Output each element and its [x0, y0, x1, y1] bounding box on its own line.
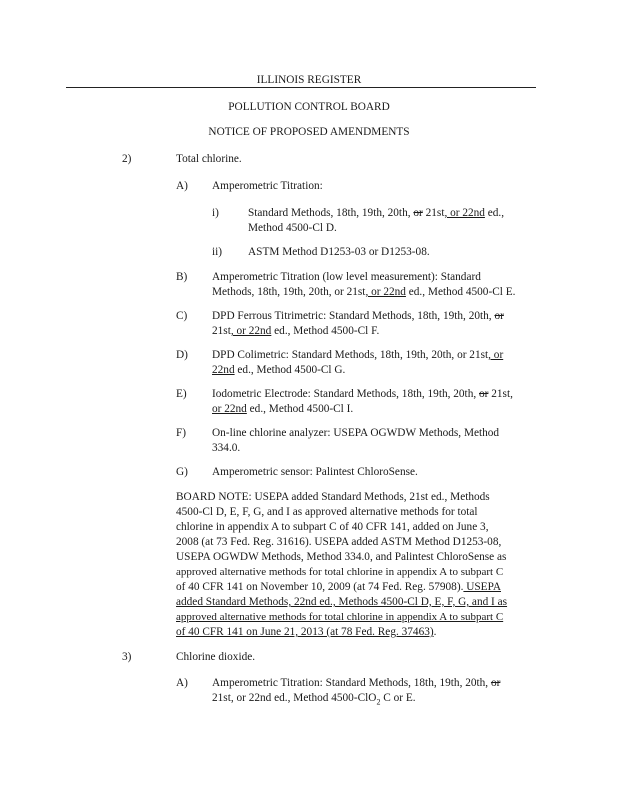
item-2e-line1: [212, 387, 513, 403]
item-2a-i-label: i): [212, 207, 219, 219]
item-2c-line2: [212, 324, 379, 340]
item-3a-label: A): [176, 677, 188, 689]
item-2c-text: DPD Ferrous Titrimetric: Standard Methods, 18th, 19th, 20th,: [212, 310, 495, 322]
item-2d-text: DPD Colimetric: Standard Methods, 18th, 19th, 20th, or 21st: [212, 349, 489, 361]
board-note-line-10: [176, 625, 436, 641]
board-note-line-7: [176, 580, 501, 596]
section-3-title: Chlorine dioxide.: [176, 651, 256, 663]
item-2c-text: 21st: [212, 325, 231, 337]
board-note-text: .: [433, 626, 437, 638]
board-note-line-3: chlorine in appendix A to subpart C of 40 CFR 141, added on June 3,: [176, 521, 489, 533]
inserted-text: , or 22nd: [230, 325, 272, 337]
item-2b-line2: [212, 285, 515, 301]
item-3a-line2: [212, 691, 416, 707]
section-2-title: Total chlorine.: [176, 153, 242, 165]
inserted-text: , or 22nd: [444, 207, 485, 219]
item-2e-label: E): [176, 388, 187, 400]
deleted-text: or: [479, 388, 489, 400]
item-2d-label: D): [176, 349, 188, 361]
item-2a-i-text: Standard Methods, 18th, 19th, 20th,: [248, 207, 414, 219]
item-3a-text: C or E.: [380, 692, 416, 704]
board-title: POLLUTION CONTROL BOARD: [228, 101, 390, 113]
item-2f-line1: On-line chlorine analyzer: USEPA OGWDW Methods, Method: [212, 427, 500, 439]
inserted-text: USEPA: [463, 581, 501, 593]
item-2a-i-line1: [248, 206, 504, 222]
item-2f-line2: 334.0.: [212, 442, 241, 454]
item-2a-label: A): [176, 180, 188, 192]
item-2e-line2: [212, 402, 353, 418]
board-note-line-5: USEPA OGWDW Methods, Method 334.0, and Palintest ChloroSense as: [176, 551, 507, 563]
inserted-text: 22nd: [212, 364, 235, 376]
item-2g-label: G): [176, 466, 188, 478]
board-note-line-9: approved alternative methods for total chlorine in appendix A to subpart C: [176, 611, 504, 623]
subscript-text: 2: [376, 697, 381, 707]
item-2d-line1: [212, 348, 503, 364]
item-2e-text: 21st,: [488, 388, 513, 400]
inserted-text: of 40 CFR 141 on June 21, 2013 (at 78 Fed. Reg. 37463): [176, 626, 434, 638]
item-2a-i-text: 21st: [422, 207, 445, 219]
item-2a-ii-label: ii): [212, 246, 223, 258]
item-2a-i-text: ed.,: [484, 207, 505, 219]
inserted-text: , or 22nd: [365, 286, 406, 298]
board-note-line-8: added Standard Methods, 22nd ed., Methods 4500-Cl D, E, F, G, and I as: [176, 596, 508, 608]
deleted-text: or: [490, 677, 501, 689]
deleted-text: or: [413, 207, 423, 219]
item-2a-i-line2: Method 4500-Cl D.: [248, 222, 337, 234]
item-2a-text: Amperometric Titration:: [212, 180, 323, 192]
item-2g-text: Amperometric sensor: Palintest ChloroSense.: [212, 466, 418, 478]
item-2d-line2: [212, 363, 345, 379]
item-2d-text: ed., Method 4500-Cl G.: [234, 364, 346, 376]
item-3a-line1: [212, 676, 500, 692]
board-note-text: of 40 CFR 141 on November 10, 2009 (at 74 Fed. Reg. 57908).: [176, 581, 464, 593]
item-2e-text: Iodometric Electrode: Standard Methods, 18th, 19th, 20th,: [212, 388, 479, 400]
deleted-text: or: [494, 310, 504, 322]
item-2c-label: C): [176, 310, 188, 322]
item-2b-label: B): [176, 271, 188, 283]
section-3-number: 3): [122, 651, 132, 663]
notice-title: NOTICE OF PROPOSED AMENDMENTS: [208, 126, 410, 138]
item-2b-text: ed., Method 4500-Cl E.: [405, 286, 516, 298]
board-note-line-2: 4500-Cl D, E, F, G, and I as approved alternative methods for total: [176, 506, 478, 518]
register-title: ILLINOIS REGISTER: [256, 74, 362, 86]
board-note-line-4: 2008 (at 73 Fed. Reg. 31616). USEPA added ASTM Method D1253-08,: [176, 536, 502, 548]
inserted-text: , or: [488, 349, 504, 361]
board-note-line-1: BOARD NOTE: USEPA added Standard Methods, 21st ed., Methods: [176, 491, 490, 503]
item-2c-text: ed., Method 4500-Cl F.: [271, 325, 380, 337]
inserted-text: or 22nd: [212, 403, 247, 415]
item-2e-text: ed., Method 4500-Cl I.: [246, 403, 354, 415]
item-2f-label: F): [176, 427, 187, 439]
item-3a-text: 21st, or 22nd ed., Method 4500-ClO: [212, 692, 377, 704]
item-2b-line1: Amperometric Titration (low level measurement): Standard: [212, 271, 481, 283]
item-3a-text: Amperometric Titration: Standard Methods, 18th, 19th, 20th,: [212, 677, 491, 689]
board-note-line-6: approved alternative methods for total chlorine in appendix A to subpart C: [176, 566, 504, 578]
item-2a-ii-text: ASTM Method D1253-03 or D1253-08.: [248, 246, 430, 258]
item-2b-text: Methods, 18th, 19th, 20th, or 21st: [212, 286, 366, 298]
section-2-number: 2): [122, 153, 132, 165]
item-2c-line1: [212, 309, 504, 325]
